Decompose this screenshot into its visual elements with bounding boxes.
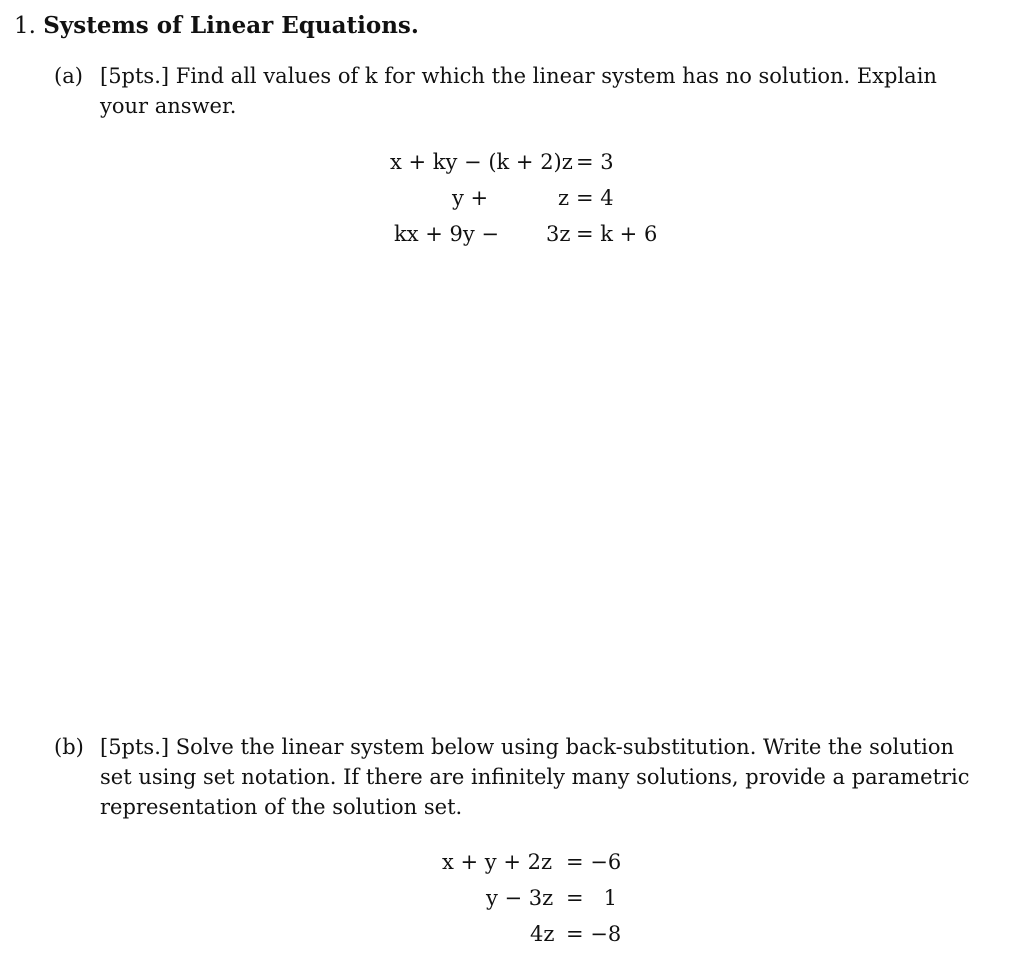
part-a — [54, 61, 969, 125]
equation-rhs: = 3 — [576, 150, 614, 174]
part-a-equation-1 — [390, 145, 690, 179]
part-b-prompt-line-3: representation of the solution set. — [100, 795, 463, 819]
part-a-system — [390, 145, 690, 255]
part-b-equation-2 — [440, 881, 640, 915]
equation-lhs: y − 3z — [486, 886, 554, 910]
part-b-prompt-line-2: set using set notation. If there are infinitely many solutions, provide a parametric — [100, 765, 970, 789]
part-b-prompt — [100, 732, 970, 822]
part-a-prompt — [100, 61, 966, 121]
equation-rhs: = −8 — [566, 922, 622, 946]
equation-middle: 3z — [546, 222, 571, 246]
equation-rhs: = 4 — [576, 186, 614, 210]
equation-rhs: = −6 — [566, 850, 622, 874]
equation-lhs: 4z — [530, 922, 555, 946]
question-number: 1. — [14, 13, 36, 39]
equation-lhs: y + — [452, 186, 489, 210]
question-title: Systems of Linear Equations. — [43, 12, 419, 39]
part-a-prompt-line-1: [5pts.] Find all values of k for which the linear system has no solution. Explain — [100, 64, 937, 88]
equation-lhs: x + ky − (k + 2)z — [390, 150, 573, 174]
equation-lhs: kx + 9y − — [394, 222, 500, 246]
part-b-system — [440, 845, 640, 955]
part-b-prompt-line-1: [5pts.] Solve the linear system below using back-substitution. Write the solution — [100, 735, 955, 759]
equation-rhs: = 1 — [566, 886, 617, 910]
part-b-equation-1 — [440, 845, 640, 879]
question-heading — [14, 12, 419, 39]
equation-lhs: x + y + 2z — [442, 850, 553, 874]
part-a-equation-2 — [390, 181, 690, 215]
part-a-prompt-line-2: your answer. — [100, 94, 237, 118]
equation-rhs: = k + 6 — [576, 222, 658, 246]
part-a-label: (a) — [54, 64, 83, 88]
part-b-equation-3 — [440, 917, 640, 951]
part-a-equation-3 — [390, 217, 690, 251]
equation-middle: z — [558, 186, 570, 210]
part-b — [54, 732, 969, 826]
part-b-label: (b) — [54, 735, 84, 759]
